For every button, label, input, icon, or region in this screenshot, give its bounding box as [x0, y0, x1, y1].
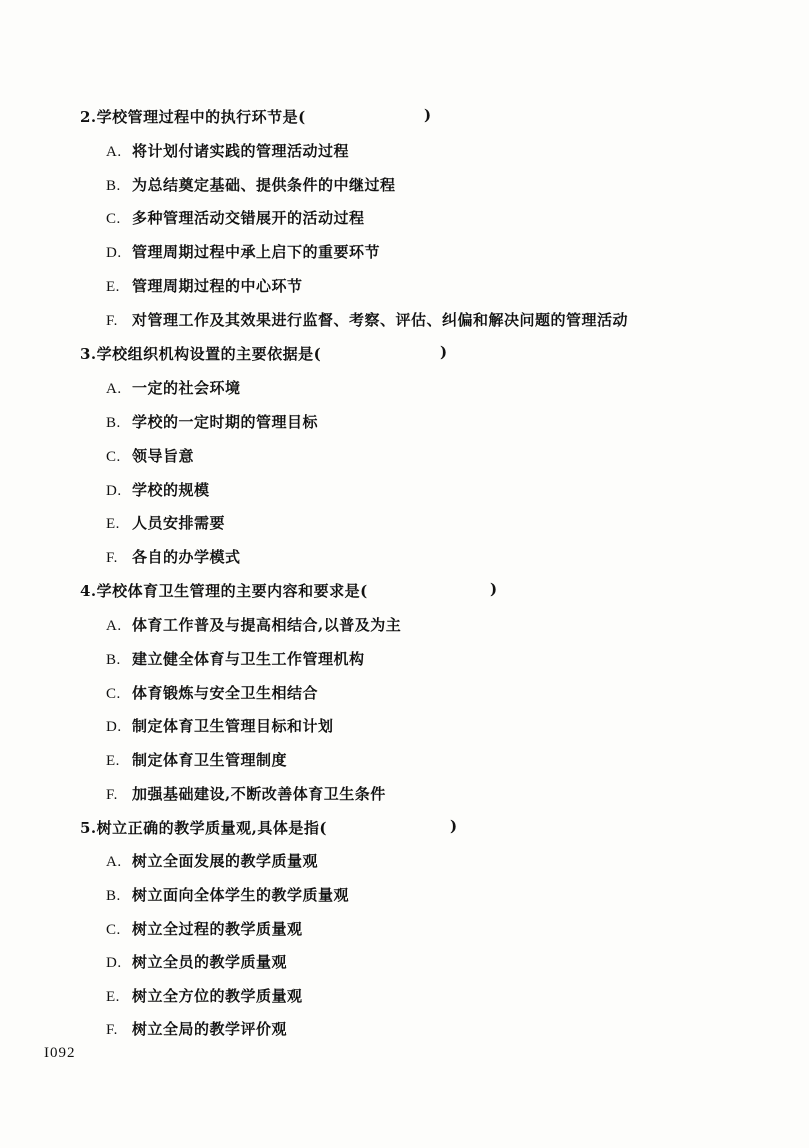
- option-letter: D.: [106, 245, 122, 261]
- option-text: 树立全员的教学质量观: [132, 953, 288, 971]
- option-letter: E.: [106, 753, 120, 769]
- option-text: 多种管理活动交错展开的活动过程: [132, 209, 365, 227]
- answer-blank-close: ): [440, 343, 448, 361]
- option-letter: B.: [106, 888, 121, 904]
- answer-blank-close: ): [424, 106, 432, 124]
- question-text: 2.学校管理过程中的执行环节是(: [80, 108, 306, 126]
- option-item: [106, 174, 396, 195]
- option-item: [106, 682, 318, 703]
- option-text: 学校的一定时期的管理目标: [132, 413, 319, 431]
- option-text: 加强基础建设,不断改善体育卫生条件: [132, 785, 386, 803]
- option-text: 树立面向全体学生的教学质量观: [132, 886, 350, 904]
- option-item: [106, 850, 318, 871]
- question-4-stem: [80, 580, 368, 601]
- option-item: [106, 783, 386, 804]
- option-item: [106, 411, 318, 432]
- option-letter: A.: [106, 144, 122, 160]
- question-text: 4.学校体育卫生管理的主要内容和要求是(: [80, 582, 368, 600]
- option-text: 管理周期过程中承上启下的重要环节: [132, 243, 381, 261]
- question-text: 5.树立正确的教学质量观,具体是指(: [80, 819, 327, 837]
- option-item: [106, 479, 210, 500]
- option-item: [106, 512, 225, 533]
- option-letter: C.: [106, 686, 121, 702]
- option-text: 领导旨意: [132, 447, 195, 465]
- option-letter: B.: [106, 652, 121, 668]
- option-text: 为总结奠定基础、提供条件的中继过程: [132, 176, 396, 194]
- option-letter: D.: [106, 483, 122, 499]
- option-letter: A.: [106, 381, 122, 397]
- option-text: 制定体育卫生管理目标和计划: [132, 717, 334, 735]
- option-letter: F.: [106, 550, 118, 566]
- option-letter: A.: [106, 618, 122, 634]
- option-text: 学校的规模: [132, 481, 210, 499]
- option-text: 体育锻炼与安全卫生相结合: [132, 684, 319, 702]
- option-letter: D.: [106, 719, 122, 735]
- option-text: 人员安排需要: [132, 514, 226, 532]
- option-text: 树立全方位的教学质量观: [132, 987, 303, 1005]
- answer-blank-close: ): [450, 817, 458, 835]
- option-letter: E.: [106, 279, 120, 295]
- page-number: I092: [44, 1045, 76, 1061]
- option-text: 建立健全体育与卫生工作管理机构: [132, 650, 365, 668]
- answer-blank-close: ): [490, 580, 498, 598]
- option-letter: F.: [106, 313, 118, 329]
- option-item: [106, 207, 365, 228]
- option-text: 体育工作普及与提高相结合,以普及为主: [132, 616, 402, 634]
- option-item: [106, 309, 628, 330]
- option-item: [106, 749, 287, 770]
- option-item: [106, 884, 349, 905]
- option-item: [106, 715, 334, 736]
- option-item: [106, 546, 241, 567]
- option-text: 管理周期过程的中心环节: [132, 277, 303, 295]
- option-letter: C.: [106, 449, 121, 465]
- option-letter: C.: [106, 211, 121, 227]
- option-item: [106, 275, 303, 296]
- question-text: 3.学校组织机构设置的主要依据是(: [80, 345, 322, 363]
- option-item: [106, 648, 365, 669]
- option-item: [106, 377, 241, 398]
- option-letter: B.: [106, 178, 121, 194]
- question-3-stem: [80, 343, 321, 364]
- option-letter: E.: [106, 516, 120, 532]
- option-item: [106, 1018, 287, 1039]
- option-letter: F.: [106, 1022, 118, 1038]
- option-letter: A.: [106, 854, 122, 870]
- option-text: 树立全过程的教学质量观: [132, 920, 303, 938]
- option-letter: F.: [106, 787, 118, 803]
- option-text: 将计划付诸实践的管理活动过程: [132, 142, 350, 160]
- option-item: [106, 951, 287, 972]
- option-item: [106, 985, 303, 1006]
- option-item: [106, 614, 401, 635]
- option-text: 树立全面发展的教学质量观: [132, 852, 319, 870]
- question-2-stem: [80, 106, 306, 127]
- option-item: [106, 918, 303, 939]
- option-text: 制定体育卫生管理制度: [132, 751, 288, 769]
- question-5-stem: [80, 817, 327, 838]
- option-text: 树立全局的教学评价观: [132, 1020, 288, 1038]
- option-item: [106, 241, 380, 262]
- option-text: 对管理工作及其效果进行监督、考察、评估、纠偏和解决问题的管理活动: [132, 311, 629, 329]
- option-text: 各自的办学模式: [132, 548, 241, 566]
- option-text: 一定的社会环境: [132, 379, 241, 397]
- option-letter: B.: [106, 415, 121, 431]
- option-item: [106, 445, 194, 466]
- option-letter: E.: [106, 989, 120, 1005]
- option-letter: D.: [106, 955, 122, 971]
- option-item: [106, 140, 349, 161]
- option-letter: C.: [106, 922, 121, 938]
